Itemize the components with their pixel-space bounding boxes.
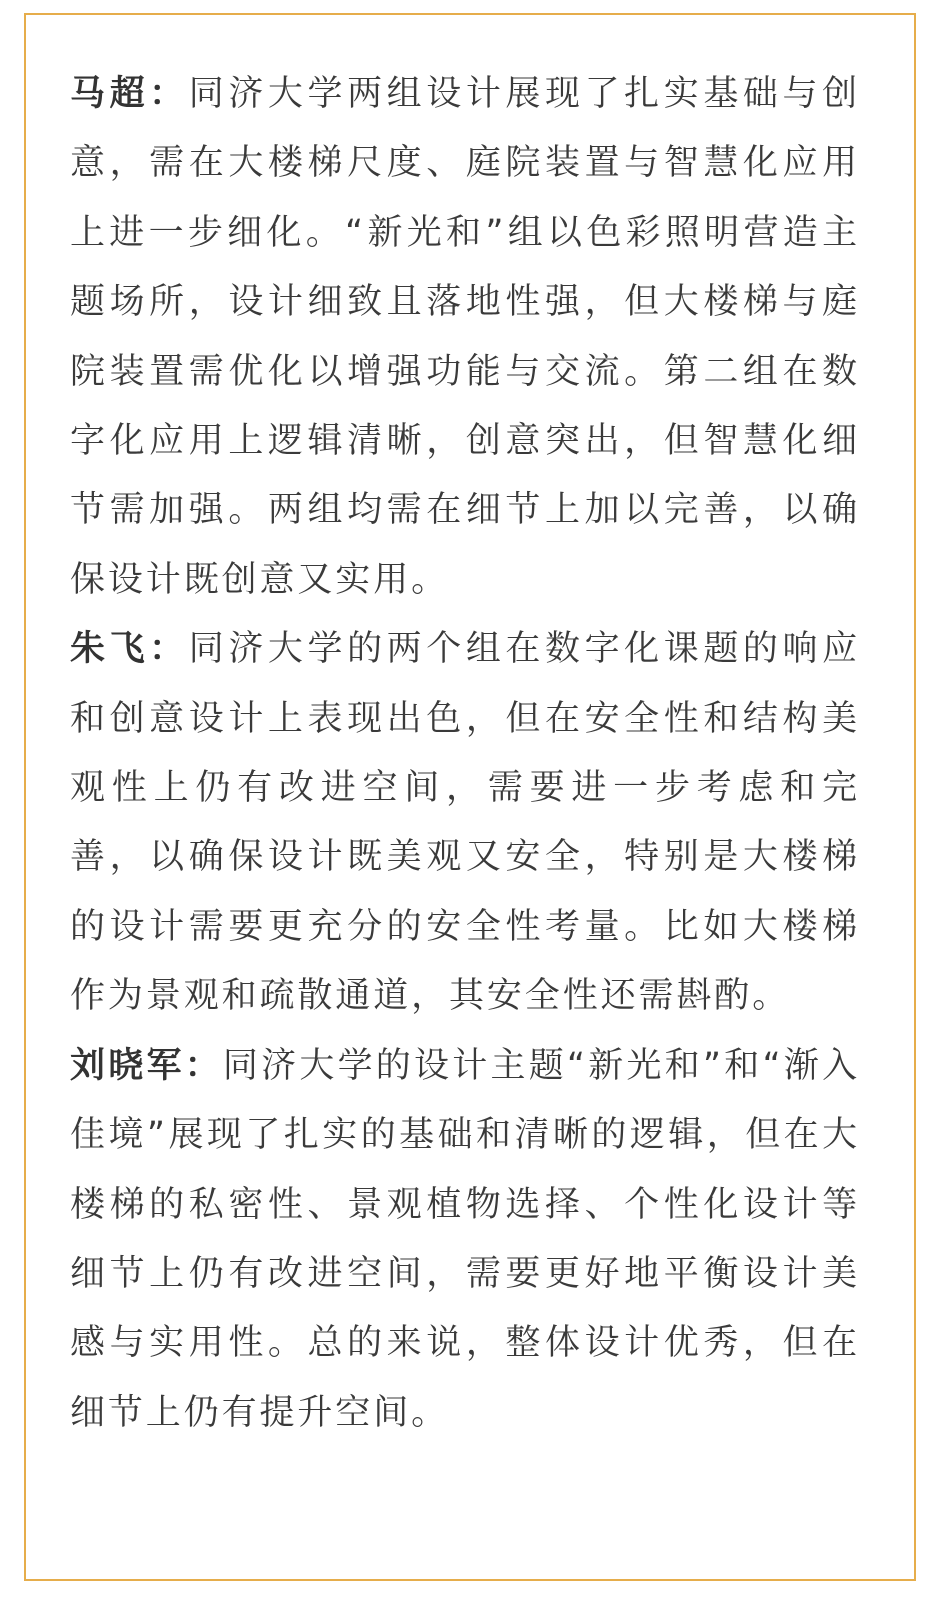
comment-ma-chao bbox=[70, 60, 860, 615]
comment-zhu-fei bbox=[70, 615, 860, 1031]
comment-liu-xiaojun bbox=[70, 1032, 860, 1448]
speaker-name: 朱飞： bbox=[70, 629, 189, 670]
comment-text: 同济大学的设计主题“新光和”和“渐入佳境”展现了扎实的基础和清晰的逻辑，但在大楼梯的私密性、景观植物选择、个性化设计等细节上仍有改进空间，需要更好地平衡设计美感与实用性。总的来说，整体设计优秀，但在细节上仍有提升空间。 bbox=[70, 1045, 860, 1433]
comment-text: 同济大学两组设计展现了扎实基础与创意，需在大楼梯尺度、庭院装置与智慧化应用上进一步细化。“新光和”组以色彩照明营造主题场所，设计细致且落地性强，但大楼梯与庭院装置需优化以增强功能与交流。第二组在数字化应用上逻辑清晰，创意突出，但智慧化细节需加强。两组均需在细节上加以完善，以确保设计既创意又实用。 bbox=[70, 74, 861, 600]
review-comments bbox=[70, 60, 860, 1448]
speaker-name: 马超： bbox=[70, 74, 189, 114]
speaker-name: 刘晓军： bbox=[70, 1045, 223, 1086]
comment-text: 同济大学的两个组在数字化课题的响应和创意设计上表现出色，但在安全性和结构美观性上仍有改进空间，需要进一步考虑和完善，以确保设计既美观又安全，特别是大楼梯的设计需要更充分的安全性考量。比如大楼梯作为景观和疏散通道，其安全性还需斟酌。 bbox=[70, 629, 861, 1017]
